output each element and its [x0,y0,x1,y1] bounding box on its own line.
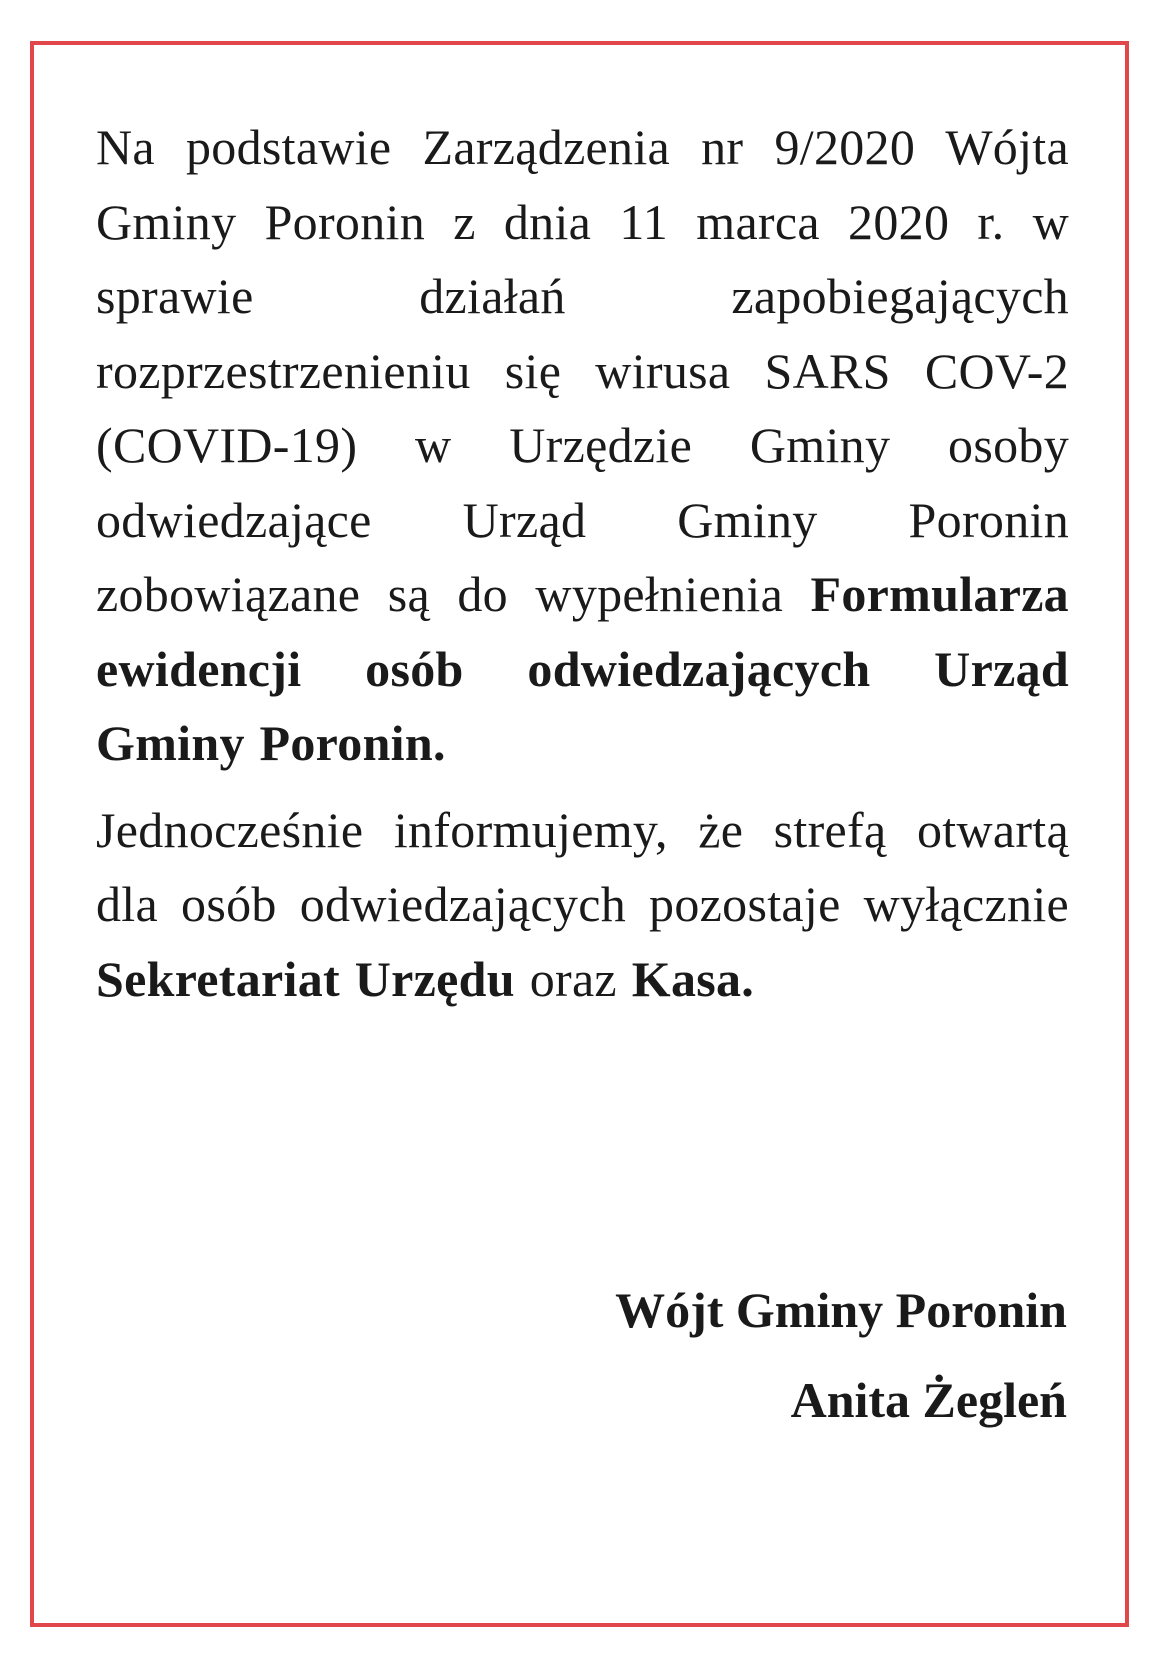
paragraph-2-text: Jednocześnie informujemy, że strefą otwartą dla osób odwiedzających pozostaje wyłącznie [96,801,1069,932]
notice-paragraph-2 [96,793,1069,1017]
cashier-bold: Kasa. [631,950,755,1007]
secretariat-bold: Sekretariat Urzędu [96,950,515,1007]
signature-title: Wójt Gminy Poronin [615,1282,1067,1338]
form-name-bold: Formularza ewidencji osób odwiedzających Urząd Gminy Poronin. [96,566,1069,771]
paragraph-1-text: Na podstawie Zarządzenia nr 9/2020 Wójta Gminy Poronin z dnia 11 marca 2020 r. w sprawie działań zapobiegających rozprzestrzenieniu się wirusa SARS COV-2 (COVID-19) w Urzędzie Gminy osoby odwiedzające Urząd Gminy Poronin zobowiązane są do wypełnienia [96,119,1069,622]
notice-body [96,110,1069,1016]
signature-name: Anita Żegleń [790,1372,1067,1428]
notice-paragraph-1 [96,110,1069,781]
conjunction-text: oraz [529,950,617,1007]
signature-block [615,1265,1067,1445]
